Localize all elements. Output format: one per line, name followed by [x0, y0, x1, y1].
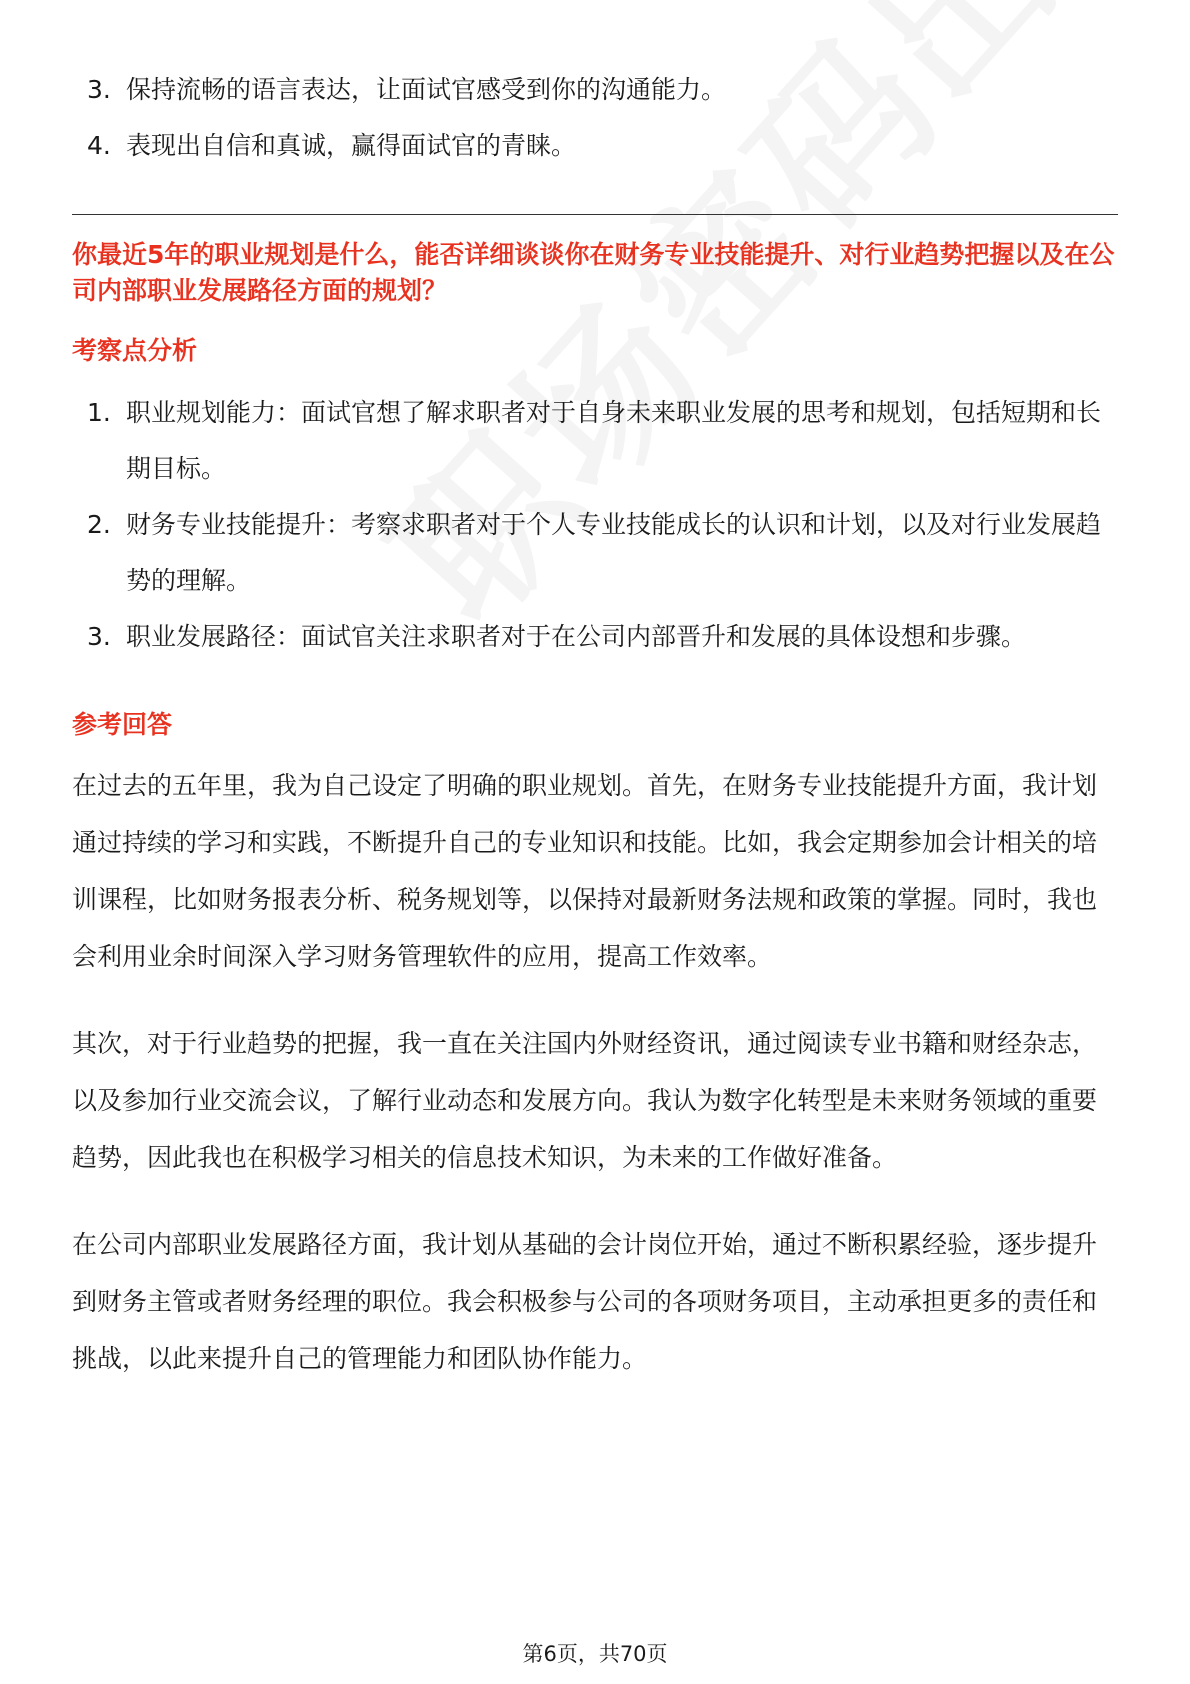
list-item: [72, 385, 1118, 497]
list-text: 保持流畅的语言表达，让面试官感受到你的沟通能力。: [126, 75, 727, 104]
answer-paragraph: 在过去的五年里，我为自己设定了明确的职业规划。首先，在财务专业技能提升方面，我计划通过持续的学习和实践，不断提升自己的专业知识和技能。比如，我会定期参加会计相关的培训课程，比如财务报表分析、税务规划等，以保持对最新财务法规和政策的掌握。同时，我也会利用业余时间深入学习财务管理软件的应用，提高工作效率。: [72, 771, 1098, 971]
answer-paragraph: 在公司内部职业发展路径方面，我计划从基础的会计岗位开始，通过不断积累经验，逐步提升到财务主管或者财务经理的职位。我会积极参与公司的各项财务项目，主动承担更多的责任和挑战，以此来提升自己的管理能力和团队协作能力。: [72, 1230, 1098, 1373]
list-item: [72, 609, 1118, 665]
analysis-heading: 考察点分析: [72, 336, 198, 365]
section-divider: [72, 214, 1118, 215]
list-number: 2.: [87, 510, 111, 539]
analysis-list: [72, 385, 1118, 665]
list-number: 3.: [87, 75, 111, 104]
page-footer: 第6页，共70页: [522, 1642, 668, 1666]
list-item: [72, 118, 1118, 174]
list-text: 职业规划能力：面试官想了解求职者对于自身未来职业发展的思考和规划，包括短期和长期目标。: [126, 398, 1102, 483]
list-item: [72, 497, 1118, 609]
list-text: 职业发展路径：面试官关注求职者对于在公司内部晋升和发展的具体设想和步骤。: [126, 622, 1027, 651]
list-item: [72, 62, 1118, 118]
answer-paragraph: 其次，对于行业趋势的把握，我一直在关注国内外财经资讯，通过阅读专业书籍和财经杂志，以及参加行业交流会议，了解行业动态和发展方向。我认为数字化转型是未来财务领域的重要趋势，因此我也在积极学习相关的信息技术知识，为未来的工作做好准备。: [72, 1029, 1098, 1172]
answer-heading: 参考回答: [72, 710, 173, 739]
list-number: 4.: [87, 131, 111, 160]
list-number: 1.: [87, 398, 111, 427]
list-text: 财务专业技能提升：考察求职者对于个人专业技能成长的认识和计划，以及对行业发展趋势的理解。: [126, 510, 1102, 595]
previous-list: [72, 62, 1118, 174]
list-number: 3.: [87, 622, 111, 651]
document-body: [72, 62, 1118, 1417]
question-title: 你最近5年的职业规划是什么，能否详细谈谈你在财务专业技能提升、对行业趋势把握以及在公司内部职业发展路径方面的规划？: [72, 240, 1115, 305]
list-text: 表现出自信和真诚，赢得面试官的青睐。: [126, 131, 577, 160]
